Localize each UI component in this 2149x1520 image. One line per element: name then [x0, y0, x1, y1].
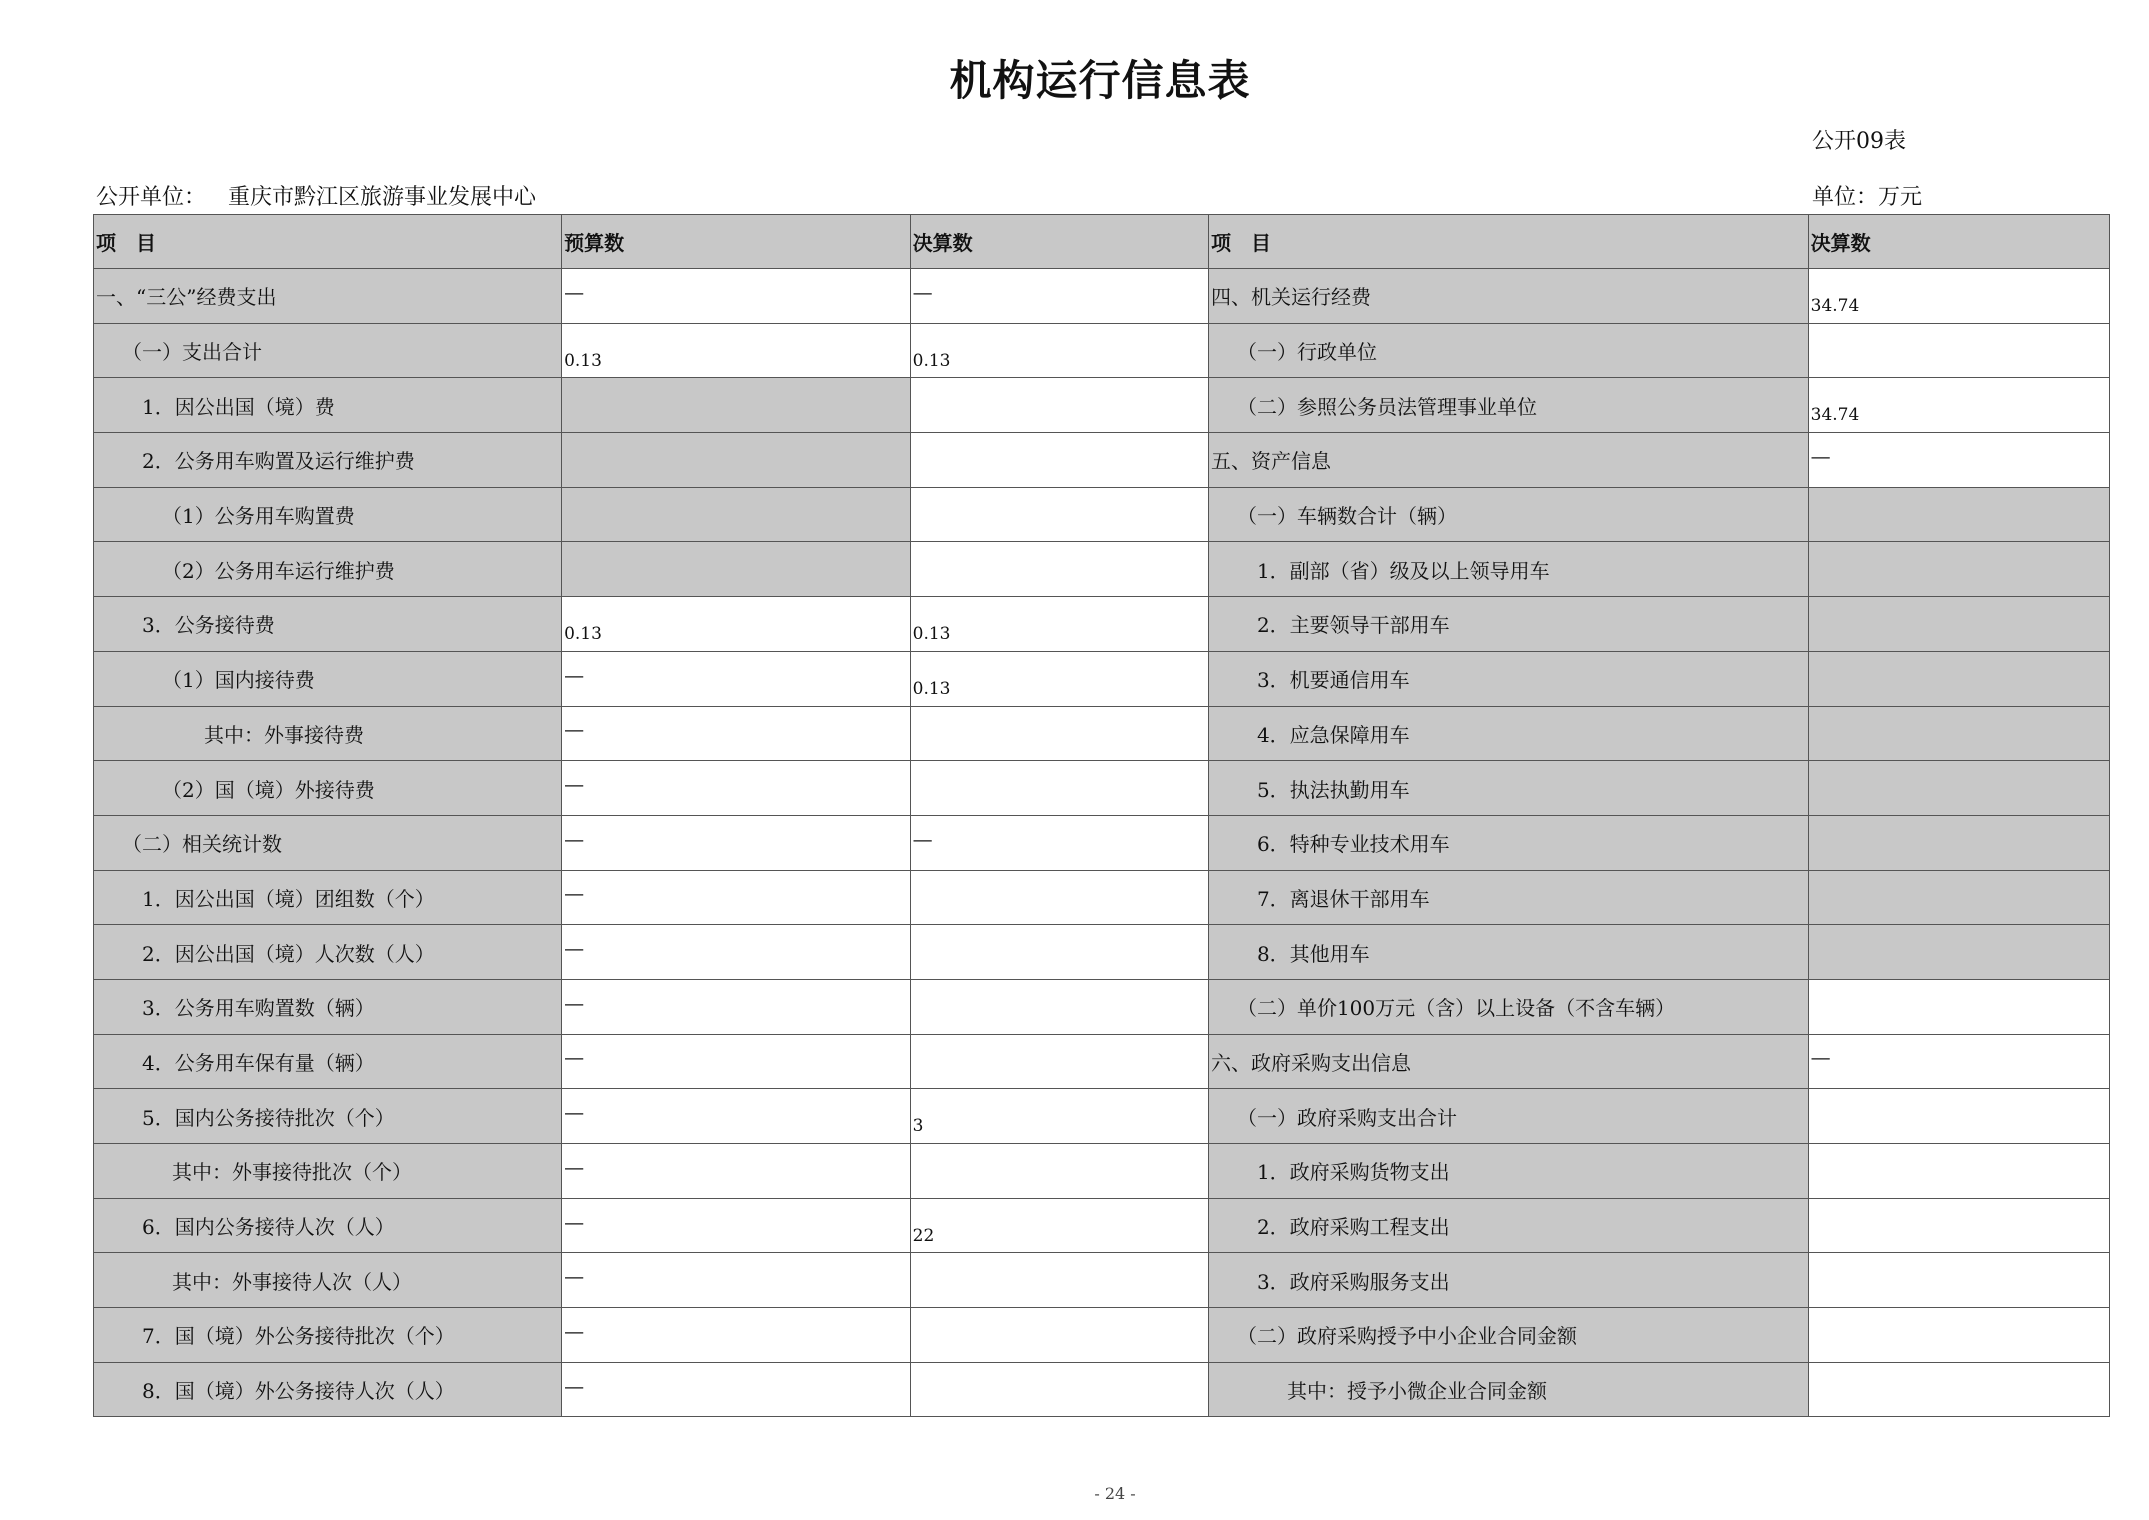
right-actual-cell: [1808, 378, 2109, 433]
actual-cell: [910, 1198, 1208, 1253]
right-actual-cell: [1808, 925, 2109, 980]
right-item-label: 五、资产信息: [1208, 433, 1808, 488]
table-row: [94, 1198, 2110, 1253]
actual-cell: [910, 651, 1208, 706]
right-actual-cell: [1808, 487, 2109, 542]
unit-label: 公开单位：: [96, 185, 207, 210]
right-actual-cell: [1808, 1144, 2109, 1199]
right-actual-cell: [1808, 870, 2109, 925]
table-row: [94, 1362, 2110, 1417]
right-item-label: 4．应急保障用车: [1208, 706, 1808, 761]
budget-cell-value: —: [564, 826, 585, 851]
table-row: [94, 979, 2110, 1034]
right-item-label: 2．主要领导干部用车: [1208, 597, 1808, 652]
budget-cell: [562, 979, 911, 1034]
actual-cell-value: 0.13: [912, 350, 951, 371]
table-row: [94, 815, 2110, 870]
right-item-label: 2．政府采购工程支出: [1208, 1198, 1808, 1253]
budget-cell-value: —: [564, 936, 585, 961]
budget-cell: [562, 487, 911, 542]
budget-cell: [562, 1198, 911, 1253]
left-item-label: （2）公务用车运行维护费: [94, 542, 562, 597]
actual-cell-value: —: [912, 279, 933, 304]
budget-cell: [562, 269, 911, 324]
table-row: [94, 870, 2110, 925]
right-item-label: 7．离退休干部用车: [1208, 870, 1808, 925]
left-item-label: 8．国（境）外公务接待人次（人）: [94, 1362, 562, 1417]
budget-cell-value: —: [564, 772, 585, 797]
actual-cell: [910, 1362, 1208, 1417]
right-actual-cell: [1808, 269, 2109, 324]
budget-cell-value: —: [564, 1100, 585, 1125]
right-item-label: 其中：授予小微企业合同金额: [1208, 1362, 1808, 1417]
table-row: [94, 1308, 2110, 1363]
right-item-label: 1．副部（省）级及以上领导用车: [1208, 542, 1808, 597]
right-actual-cell: [1808, 706, 2109, 761]
budget-cell: [562, 1034, 911, 1089]
right-actual-cell-value: —: [1810, 1045, 1831, 1070]
left-item-label: 一、“三公”经费支出: [94, 269, 562, 324]
header-left-item: 项 目: [94, 215, 562, 269]
budget-cell-value: —: [564, 279, 585, 304]
left-item-label: 其中：外事接待费: [94, 706, 562, 761]
table-row: [94, 542, 2110, 597]
table-row: [94, 323, 2110, 378]
actual-cell-value: 0.13: [912, 678, 951, 699]
left-item-label: 7．国（境）外公务接待批次（个）: [94, 1308, 562, 1363]
right-item-label: （一）车辆数合计（辆）: [1208, 487, 1808, 542]
left-item-label: 3．公务用车购置数（辆）: [94, 979, 562, 1034]
right-actual-cell: [1808, 1198, 2109, 1253]
right-actual-cell: [1808, 323, 2109, 378]
budget-cell: [562, 1308, 911, 1363]
actual-cell: [910, 1144, 1208, 1199]
right-item-label: （二）参照公务员法管理事业单位: [1208, 378, 1808, 433]
left-item-label: （一）支出合计: [94, 323, 562, 378]
actual-cell: [910, 597, 1208, 652]
table-row: [94, 706, 2110, 761]
right-actual-cell-value: 34.74: [1810, 295, 1860, 316]
actual-cell: [910, 323, 1208, 378]
left-item-label: 其中：外事接待批次（个）: [94, 1144, 562, 1199]
left-item-label: 1．因公出国（境）团组数（个）: [94, 870, 562, 925]
table-row: [94, 1089, 2110, 1144]
left-item-label: 4．公务用车保有量（辆）: [94, 1034, 562, 1089]
left-item-label: （1）国内接待费: [94, 651, 562, 706]
budget-cell: [562, 597, 911, 652]
right-item-label: 四、机关运行经费: [1208, 269, 1808, 324]
right-item-label: （二）单价100万元（含）以上设备（不含车辆）: [1208, 979, 1808, 1034]
budget-cell-value: —: [564, 662, 585, 687]
currency-unit: 单位：万元: [1812, 185, 1923, 210]
right-item-label: 5．执法执勤用车: [1208, 761, 1808, 816]
page-title: 机构运行信息表: [949, 56, 1251, 105]
actual-cell: [910, 1253, 1208, 1308]
table-row: [94, 433, 2110, 488]
table-row: [94, 378, 2110, 433]
actual-cell: [910, 1089, 1208, 1144]
budget-cell: [562, 706, 911, 761]
budget-cell: [562, 1253, 911, 1308]
budget-cell-value: 0.13: [564, 623, 602, 644]
budget-cell: [562, 651, 911, 706]
actual-cell: [910, 979, 1208, 1034]
right-actual-cell: [1808, 1362, 2109, 1417]
table-row: [94, 1144, 2110, 1199]
page-number: - 24 -: [1094, 1484, 1136, 1503]
form-number: 公开09表: [1812, 129, 1906, 154]
actual-cell: [910, 487, 1208, 542]
right-actual-cell: [1808, 1089, 2109, 1144]
right-item-label: 6．特种专业技术用车: [1208, 815, 1808, 870]
budget-cell-value: —: [564, 881, 585, 906]
actual-cell: [910, 761, 1208, 816]
right-actual-cell: [1808, 815, 2109, 870]
publishing-unit: [96, 180, 536, 211]
right-actual-cell: [1808, 1308, 2109, 1363]
table-row: [94, 1253, 2110, 1308]
actual-cell-value: 3: [912, 1116, 924, 1137]
right-actual-cell: [1808, 1253, 2109, 1308]
budget-cell: [562, 870, 911, 925]
actual-cell: [910, 815, 1208, 870]
actual-cell: [910, 433, 1208, 488]
right-item-label: （二）政府采购授予中小企业合同金额: [1208, 1308, 1808, 1363]
actual-cell-value: —: [912, 826, 933, 851]
table-header-row: [94, 215, 2110, 269]
right-actual-cell-value: 34.74: [1810, 405, 1860, 426]
actual-cell: [910, 378, 1208, 433]
right-actual-cell-value: —: [1810, 443, 1831, 468]
right-actual-cell: [1808, 979, 2109, 1034]
budget-cell-value: —: [564, 1373, 585, 1398]
budget-cell-value: —: [564, 1154, 585, 1179]
table-row: [94, 925, 2110, 980]
budget-cell: [562, 433, 911, 488]
table-row: [94, 269, 2110, 324]
budget-cell-value: —: [564, 1264, 585, 1289]
right-actual-cell: [1808, 597, 2109, 652]
budget-cell: [562, 378, 911, 433]
right-actual-cell: [1808, 542, 2109, 597]
header-right-item: 项 目: [1208, 215, 1808, 269]
header-actual: 决算数: [910, 215, 1208, 269]
header-budget: 预算数: [562, 215, 911, 269]
right-actual-cell: [1808, 651, 2109, 706]
right-item-label: 1．政府采购货物支出: [1208, 1144, 1808, 1199]
header-right-actual: 决算数: [1808, 215, 2109, 269]
budget-cell: [562, 1144, 911, 1199]
operation-info-table: [93, 214, 2110, 1417]
budget-cell: [562, 323, 911, 378]
budget-cell-value: —: [564, 990, 585, 1015]
budget-cell: [562, 1089, 911, 1144]
left-item-label: 1．因公出国（境）费: [94, 378, 562, 433]
left-item-label: 2．公务用车购置及运行维护费: [94, 433, 562, 488]
table-row: [94, 1034, 2110, 1089]
budget-cell-value: —: [564, 1209, 585, 1234]
actual-cell: [910, 269, 1208, 324]
budget-cell: [562, 542, 911, 597]
right-actual-cell: [1808, 1034, 2109, 1089]
budget-cell-value: —: [564, 717, 585, 742]
left-item-label: 3．公务接待费: [94, 597, 562, 652]
unit-name: 重庆市黔江区旅游事业发展中心: [228, 185, 537, 210]
actual-cell-value: 0.13: [912, 623, 951, 644]
table-row: [94, 597, 2110, 652]
right-item-label: 8．其他用车: [1208, 925, 1808, 980]
budget-cell: [562, 815, 911, 870]
budget-cell-value: 0.13: [564, 350, 602, 371]
actual-cell: [910, 1034, 1208, 1089]
budget-cell: [562, 761, 911, 816]
left-item-label: 5．国内公务接待批次（个）: [94, 1089, 562, 1144]
actual-cell: [910, 1308, 1208, 1363]
left-item-label: 6．国内公务接待人次（人）: [94, 1198, 562, 1253]
actual-cell: [910, 870, 1208, 925]
left-item-label: 其中：外事接待人次（人）: [94, 1253, 562, 1308]
right-item-label: （一）政府采购支出合计: [1208, 1089, 1808, 1144]
right-item-label: （一）行政单位: [1208, 323, 1808, 378]
table-row: [94, 761, 2110, 816]
actual-cell: [910, 706, 1208, 761]
budget-cell: [562, 925, 911, 980]
actual-cell: [910, 542, 1208, 597]
actual-cell-value: 22: [912, 1225, 935, 1246]
right-item-label: 3．机要通信用车: [1208, 651, 1808, 706]
table-row: [94, 651, 2110, 706]
left-item-label: （2）国（境）外接待费: [94, 761, 562, 816]
budget-cell-value: —: [564, 1318, 585, 1343]
left-item-label: （二）相关统计数: [94, 815, 562, 870]
budget-cell-value: —: [564, 1045, 585, 1070]
right-actual-cell: [1808, 761, 2109, 816]
right-item-label: 3．政府采购服务支出: [1208, 1253, 1808, 1308]
right-item-label: 六、政府采购支出信息: [1208, 1034, 1808, 1089]
budget-cell: [562, 1362, 911, 1417]
right-actual-cell: [1808, 433, 2109, 488]
left-item-label: （1）公务用车购置费: [94, 487, 562, 542]
actual-cell: [910, 925, 1208, 980]
table-row: [94, 487, 2110, 542]
left-item-label: 2．因公出国（境）人次数（人）: [94, 925, 562, 980]
